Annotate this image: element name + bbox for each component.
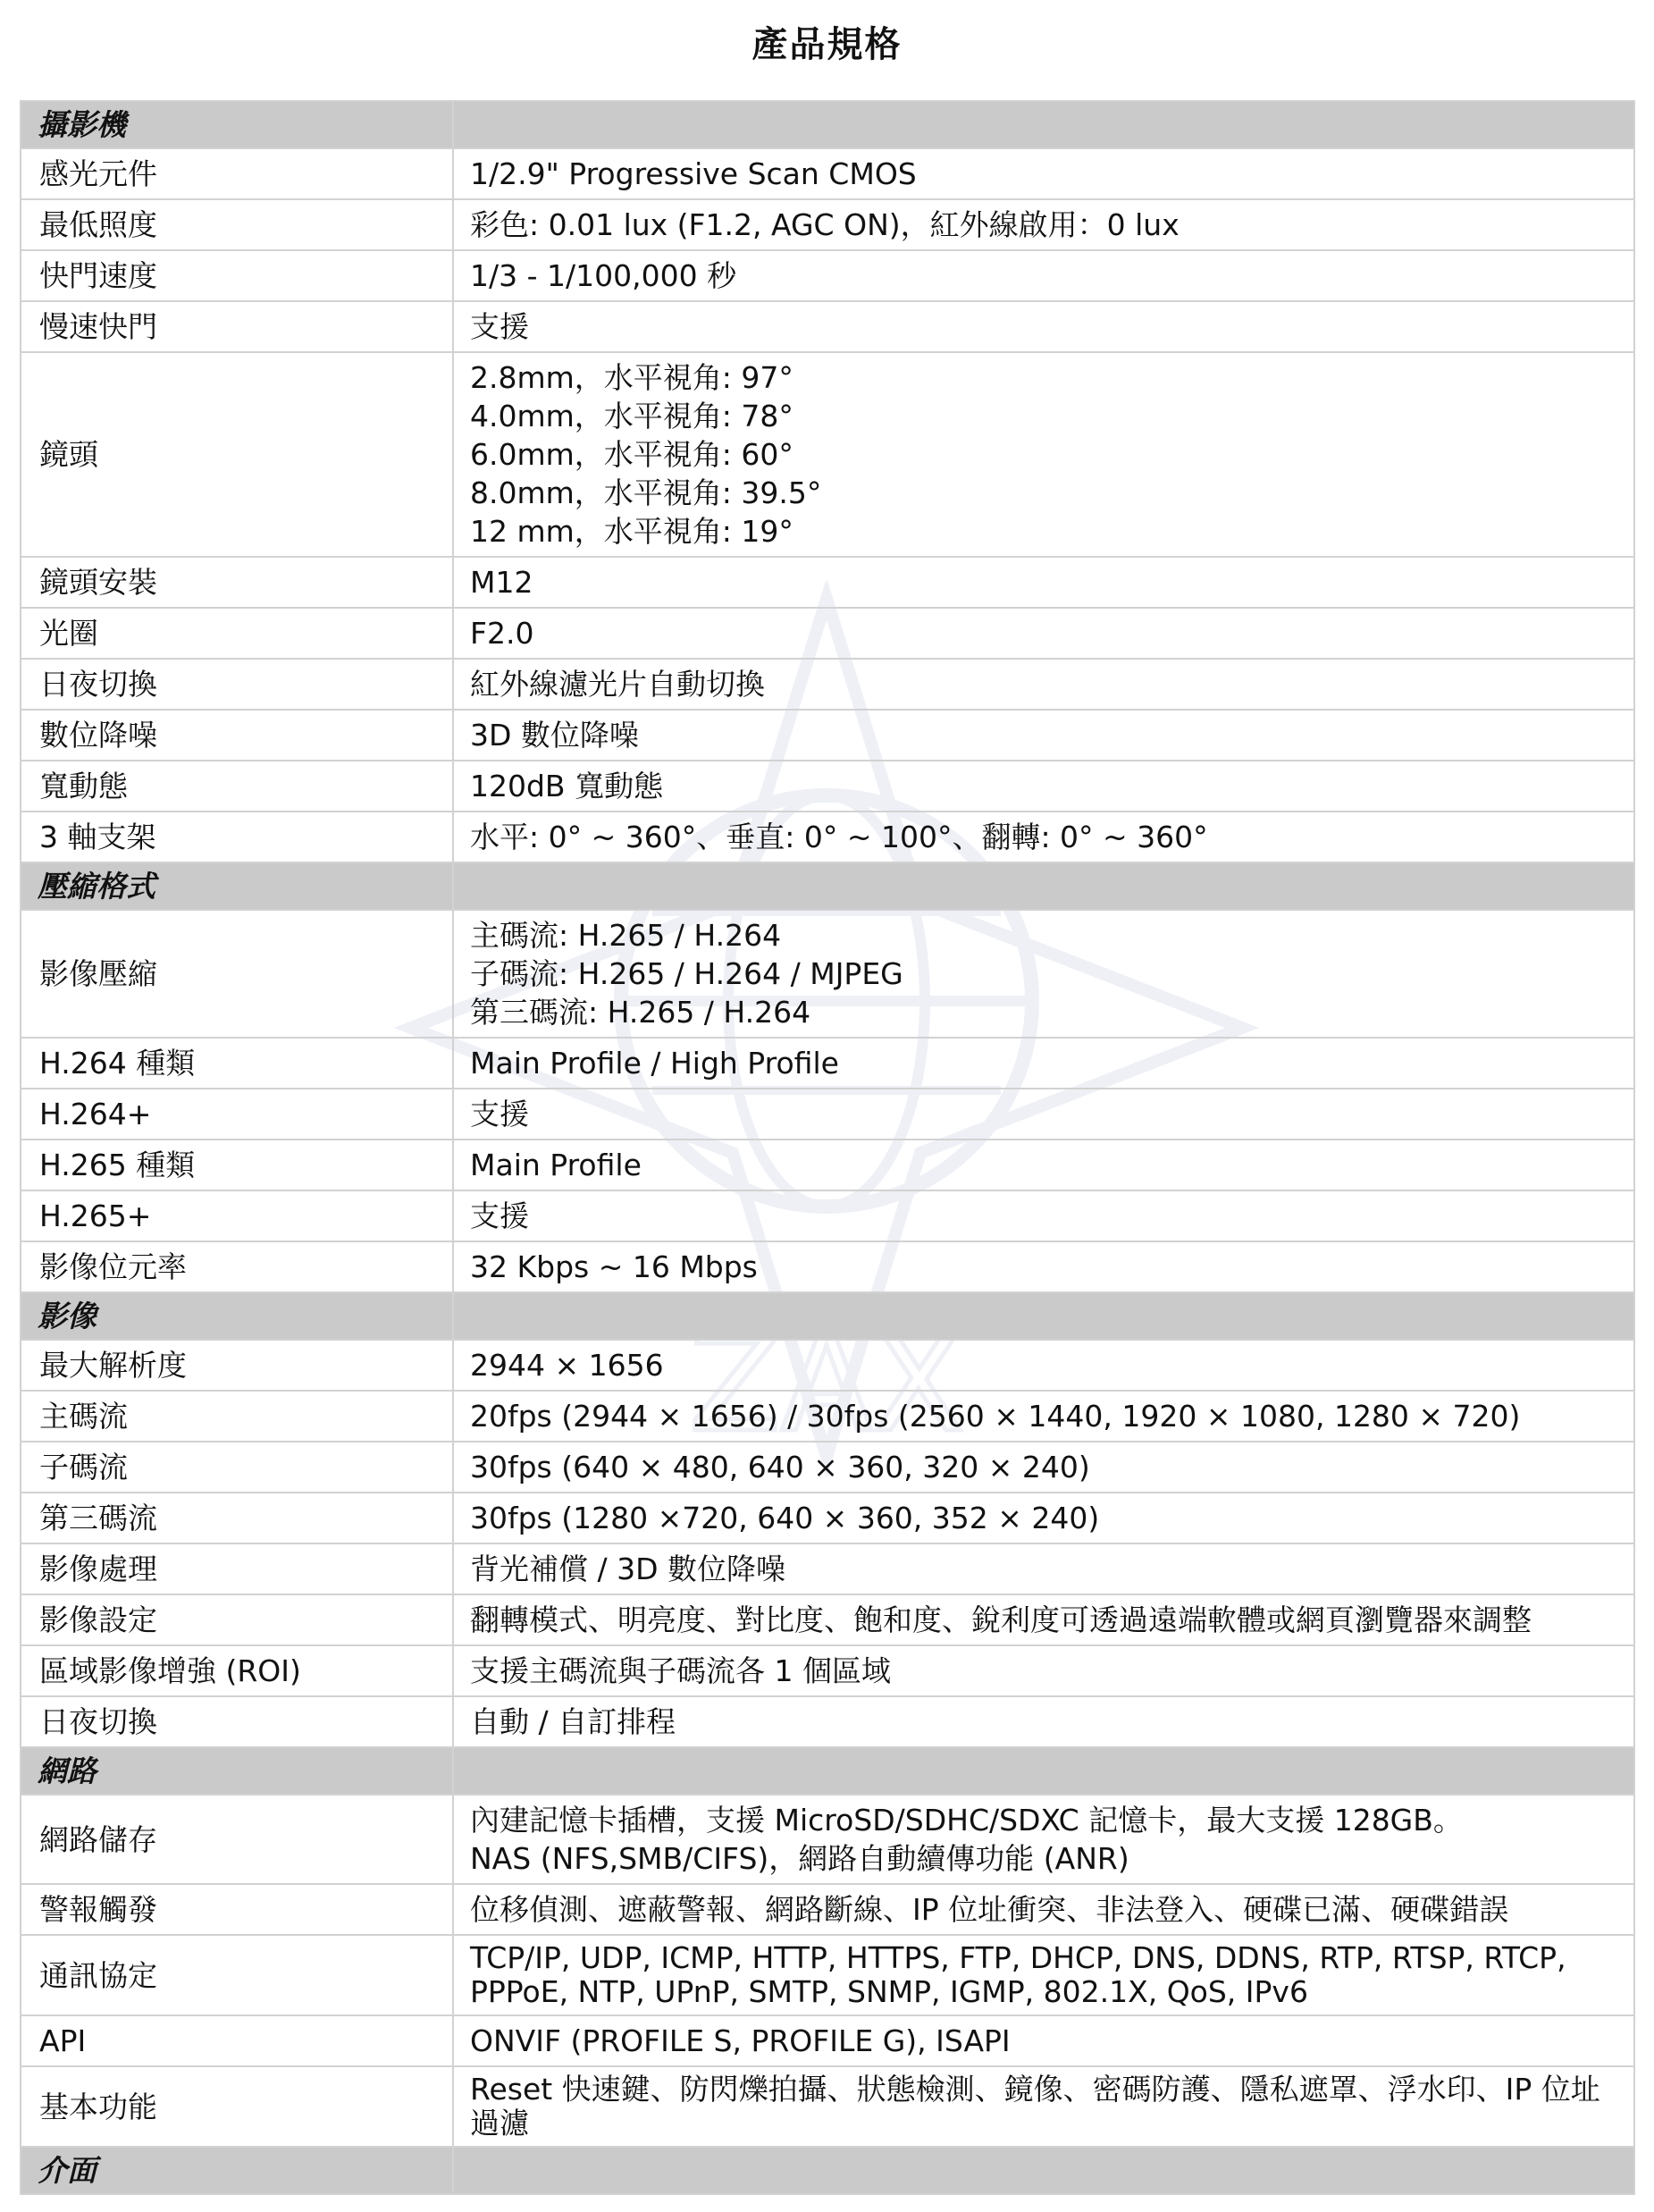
spec-value-line: 120dB 寬動態 [470,769,664,803]
spec-row [21,2066,1634,2147]
spec-value [453,301,1634,352]
spec-row [21,557,1634,608]
spec-value [453,812,1634,862]
spec-row [21,761,1634,812]
section-title: 影像 [21,1292,453,1340]
spec-value-line: TCP/IP, UDP, ICMP, HTTP, HTTPS, FTP, DHCP, DNS, DDNS, RTP, RTSP, RTCP, PPPoE, NTP, UPnP, SMTP, SNMP, IGMP, 802.1X, QoS, IPv6 [470,1940,1566,2009]
spec-label: 寬動態 [21,761,453,812]
spec-label: H.264 種類 [21,1038,453,1089]
section-header-row [21,862,1634,910]
spec-row [21,301,1634,352]
spec-row [21,710,1634,761]
spec-value [453,1935,1634,2015]
spec-label: 日夜切換 [21,1696,453,1747]
spec-value [453,1140,1634,1190]
spec-value-line: 支援 [470,1097,529,1131]
spec-value-line: Reset 快速鍵、防閃爍拍攝、狀態檢測、鏡像、密碼防護、隱私遮罩、浮水印、IP 位址過濾 [470,2072,1600,2141]
spec-value-line: 2.8mm，水平視角: 97° [470,360,793,395]
spec-row [21,1493,1634,1543]
spec-row [21,910,1634,1038]
spec-label: 鏡頭安裝 [21,557,453,608]
spec-row [21,250,1634,301]
spec-label: 基本功能 [21,2066,453,2147]
spec-label: 最大解析度 [21,1340,453,1391]
spec-value [453,1442,1634,1493]
spec-row [21,1645,1634,1696]
spec-value-line: 位移偵測、遮蔽警報、網路斷線、IP 位址衝突、非法登入、硬碟已滿、硬碟錯誤 [470,1892,1509,1927]
spec-value [453,710,1634,761]
spec-value-line: 8.0mm，水平視角: 39.5° [470,475,822,510]
spec-value [453,1795,1634,1884]
spec-value [453,352,1634,557]
spec-label: 子碼流 [21,1442,453,1493]
spec-value-line: 支援 [470,1199,529,1233]
spec-value-line: 主碼流: H.265 / H.264 [470,918,782,953]
spec-label: API [21,2015,453,2066]
spec-row [21,1594,1634,1645]
spec-value-line: Main Profile [470,1148,642,1182]
spec-label: 影像設定 [21,1594,453,1645]
spec-value [453,608,1634,659]
spec-label: 第三碼流 [21,1493,453,1543]
section-title: 攝影機 [21,101,453,148]
spec-value-line: 3D 數位降噪 [470,718,639,753]
spec-row [21,352,1634,557]
section-header-row [21,2147,1634,2194]
spec-value-line: 彩色: 0.01 lux (F1.2, AGC ON)，紅外線啟用：0 lux [470,207,1180,242]
spec-value [453,1340,1634,1391]
section-header-blank [453,1292,1634,1340]
spec-table [20,100,1635,2195]
spec-value-line: M12 [470,565,533,600]
spec-value-line: 背光補償 / 3D 數位降噪 [470,1552,785,1586]
spec-row [21,608,1634,659]
spec-value-line: 32 Kbps ~ 16 Mbps [470,1249,758,1284]
spec-row [21,148,1634,199]
section-title: 網路 [21,1747,453,1795]
spec-label: 影像處理 [21,1543,453,1594]
spec-value-line: 第三碼流: H.265 / H.264 [470,995,811,1030]
spec-row [21,1089,1634,1140]
spec-value-line: 20fps (2944 × 1656) / 30fps (2560 × 1440, 1920 × 1080, 1280 × 720) [470,1399,1521,1434]
spec-label: H.264+ [21,1089,453,1140]
spec-value [453,557,1634,608]
spec-value [453,2066,1634,2147]
spec-label: H.265 種類 [21,1140,453,1190]
spec-label: 主碼流 [21,1391,453,1442]
spec-label: 網路儲存 [21,1795,453,1884]
spec-value-line: 4.0mm，水平視角: 78° [470,399,793,433]
spec-label: 鏡頭 [21,352,453,557]
spec-row [21,1038,1634,1089]
spec-value-line: 12 mm，水平視角: 19° [470,514,793,549]
spec-label: 最低照度 [21,199,453,250]
spec-value-line: 翻轉模式、明亮度、對比度、飽和度、銳利度可透過遠端軟體或網頁瀏覽器來調整 [470,1602,1532,1637]
spec-label: 日夜切換 [21,659,453,710]
spec-label: 影像位元率 [21,1241,453,1292]
spec-label: 慢速快門 [21,301,453,352]
spec-value [453,1089,1634,1140]
section-header-blank [453,1747,1634,1795]
spec-value [453,659,1634,710]
spec-row [21,2015,1634,2066]
spec-value [453,1038,1634,1089]
spec-label: 區域影像增強 (ROI) [21,1645,453,1696]
spec-value-line: F2.0 [470,616,534,651]
spec-value [453,199,1634,250]
spec-value [453,761,1634,812]
spec-label: 3 軸支架 [21,812,453,862]
spec-value [453,1594,1634,1645]
spec-label: 快門速度 [21,250,453,301]
watermark-text: ZAX [688,1307,965,1462]
spec-value-line: 支援 [470,309,529,344]
spec-row [21,659,1634,710]
spec-row [21,1140,1634,1190]
section-header-blank [453,2147,1634,2194]
spec-row [21,1391,1634,1442]
spec-value-line: 內建記憶卡插槽，支援 MicroSD/SDHC/SDXC 記憶卡，最大支援 128GB。 [470,1803,1463,1838]
spec-value-line: 2944 × 1656 [470,1348,664,1383]
spec-value [453,1884,1634,1935]
spec-value-line: 水平: 0° ~ 360°、垂直: 0° ~ 100°、翻轉: 0° ~ 360° [470,820,1208,854]
spec-row [21,1241,1634,1292]
spec-row [21,1543,1634,1594]
spec-row [21,1884,1634,1935]
section-header-row [21,1747,1634,1795]
spec-value [453,1391,1634,1442]
section-header-row [21,1292,1634,1340]
spec-value-line: 1/2.9" Progressive Scan CMOS [470,156,917,191]
spec-value [453,2015,1634,2066]
spec-value-line: 1/3 - 1/100,000 秒 [470,258,737,293]
spec-value-line: 6.0mm，水平視角: 60° [470,437,793,472]
spec-label: 影像壓縮 [21,910,453,1038]
spec-value [453,1696,1634,1747]
spec-value-line: 支援主碼流與子碼流各 1 個區域 [470,1653,891,1688]
spec-value [453,910,1634,1038]
spec-value-line: 紅外線濾光片自動切換 [470,667,765,702]
spec-row [21,1935,1634,2015]
spec-row [21,1442,1634,1493]
spec-value [453,1241,1634,1292]
spec-row [21,199,1634,250]
spec-value [453,148,1634,199]
spec-table-body [21,101,1634,2194]
spec-value [453,1493,1634,1543]
spec-label: 感光元件 [21,148,453,199]
spec-row [21,1340,1634,1391]
spec-value-line: ONVIF (PROFILE S, PROFILE G), ISAPI [470,2023,1011,2058]
spec-label: 數位降噪 [21,710,453,761]
spec-label: 通訊協定 [21,1935,453,2015]
section-header-row [21,101,1634,148]
page-title: 產品規格 [751,24,903,65]
spec-value [453,1190,1634,1241]
section-header-blank [453,862,1634,910]
spec-row [21,1696,1634,1747]
spec-row [21,812,1634,862]
spec-value [453,1543,1634,1594]
spec-value-line: 30fps (640 × 480, 640 × 360, 320 × 240) [470,1450,1090,1484]
spec-value-line: Main Profile / High Profile [470,1046,839,1081]
spec-row [21,1795,1634,1884]
section-header-blank [453,101,1634,148]
section-title: 壓縮格式 [21,862,453,910]
spec-value-line: 30fps (1280 ×720, 640 × 360, 352 × 240) [470,1501,1100,1535]
section-title: 介面 [21,2147,453,2194]
spec-row [21,1190,1634,1241]
spec-label: 警報觸發 [21,1884,453,1935]
spec-label: 光圈 [21,608,453,659]
spec-value [453,1645,1634,1696]
spec-value [453,250,1634,301]
spec-value-line: 子碼流: H.265 / H.264 / MJPEG [470,956,903,991]
spec-value-line: NAS (NFS,SMB/CIFS)，網路自動續傳功能 (ANR) [470,1841,1129,1876]
spec-value-line: 自動 / 自訂排程 [470,1704,676,1739]
spec-label: H.265+ [21,1190,453,1241]
